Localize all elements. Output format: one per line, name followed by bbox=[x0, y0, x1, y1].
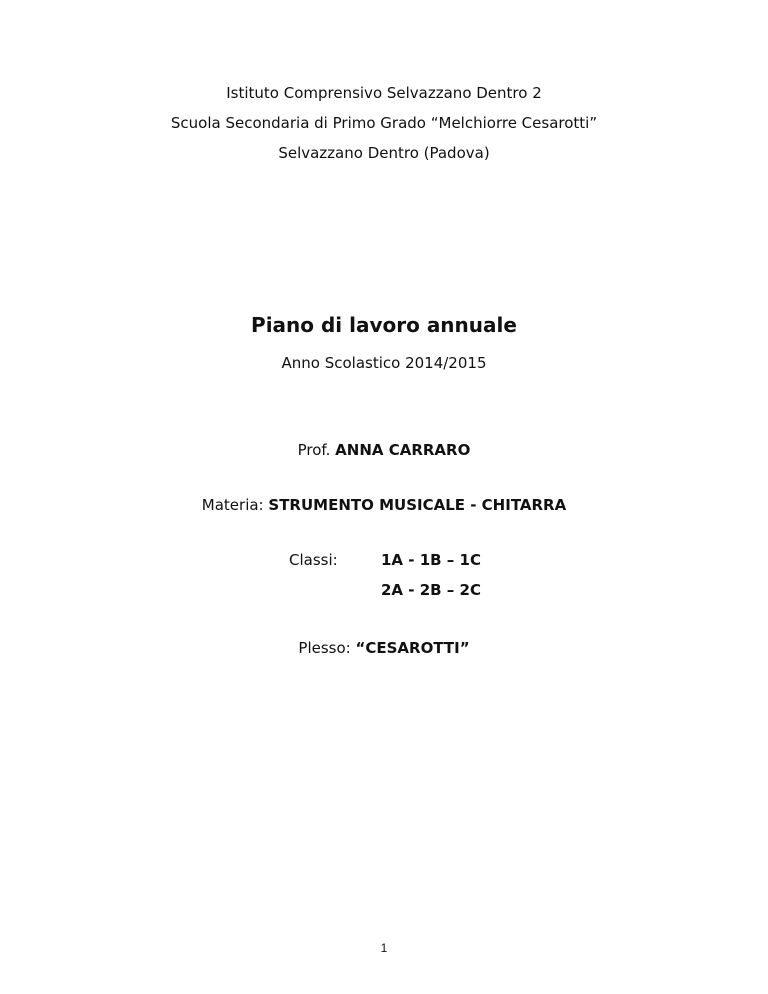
teacher-label: Prof. bbox=[297, 441, 331, 459]
school-year: Anno Scolastico 2014/2015 bbox=[281, 354, 487, 372]
plesso-label: Plesso: bbox=[298, 639, 351, 657]
plesso-line bbox=[0, 639, 768, 657]
class-row: 2A - 2B – 2C bbox=[381, 581, 481, 599]
school-location-line: Selvazzano Dentro (Padova) bbox=[278, 144, 490, 162]
teacher-line bbox=[0, 441, 768, 459]
subject-label: Materia: bbox=[201, 496, 264, 514]
class-row: 1A - 1B – 1C bbox=[381, 551, 481, 569]
classes-label: Classi: bbox=[289, 551, 338, 569]
teacher-name: ANNA CARRARO bbox=[335, 441, 471, 459]
school-type-line: Scuola Secondaria di Primo Grado “Melchiorre Cesarotti” bbox=[170, 114, 598, 132]
school-name-line: Istituto Comprensivo Selvazzano Dentro 2 bbox=[226, 84, 542, 102]
plesso-value: “CESAROTTI” bbox=[355, 639, 470, 657]
document-title: Piano di lavoro annuale bbox=[251, 313, 517, 337]
page-number: 1 bbox=[380, 941, 388, 955]
subject-value: STRUMENTO MUSICALE - CHITARRA bbox=[268, 496, 567, 514]
subject-line bbox=[0, 496, 768, 514]
